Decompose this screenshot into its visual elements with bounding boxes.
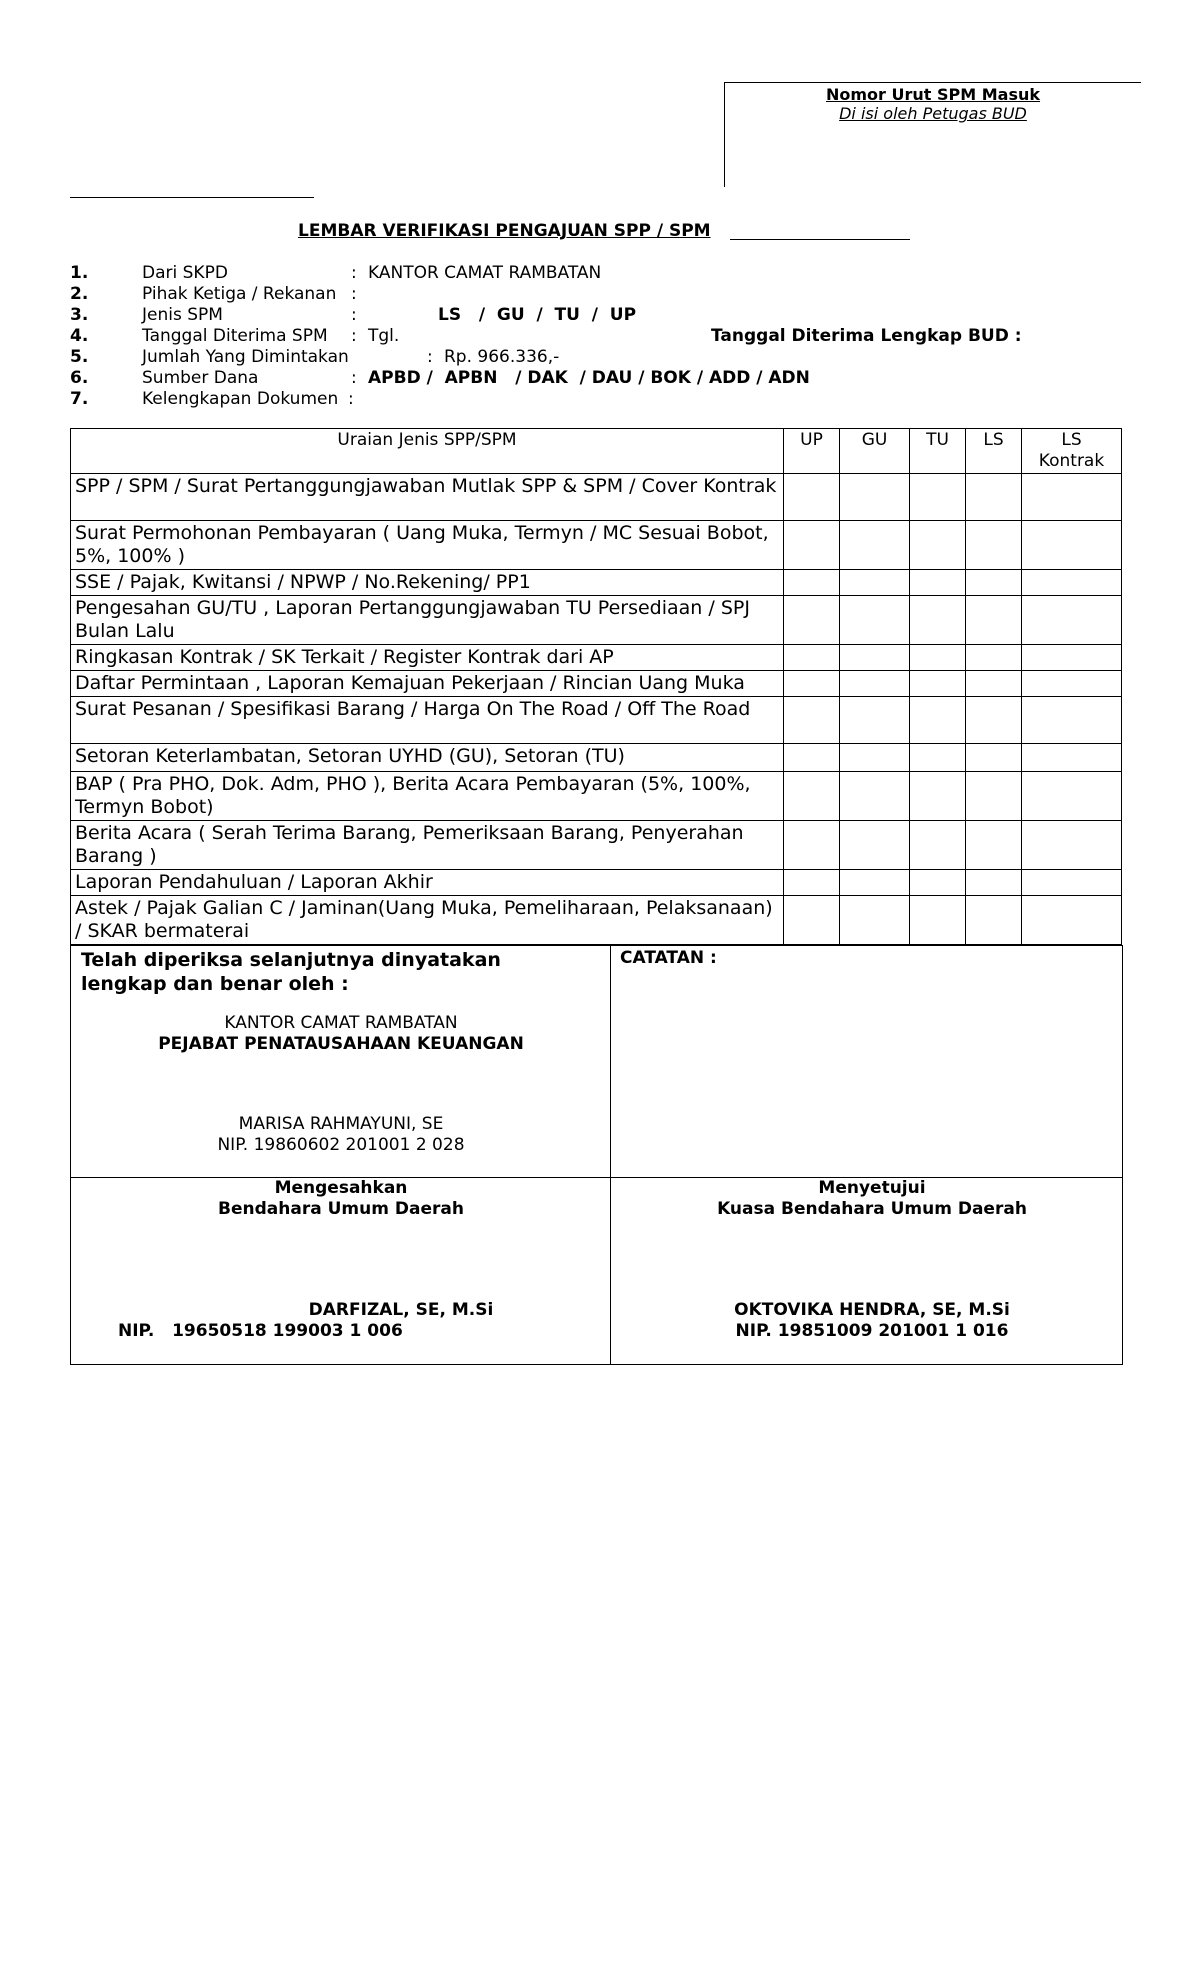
check-cell-tu[interactable] (910, 645, 966, 671)
check-cell-up[interactable] (784, 744, 840, 772)
check-cell-ls[interactable] (966, 896, 1022, 945)
info-label: Jenis SPM (142, 305, 223, 325)
info-label: Jumlah Yang Dimintakan (142, 347, 349, 367)
header-tu: TU (910, 429, 966, 474)
check-cell-ls[interactable] (966, 870, 1022, 896)
header-gu: GU (840, 429, 910, 474)
check-cell-gu[interactable] (840, 570, 910, 596)
info-label: Pihak Ketiga / Rekanan (142, 284, 337, 304)
ratified-heading: Mengesahkan (274, 1178, 408, 1198)
check-cell-ls[interactable] (966, 596, 1022, 645)
info-label: Tanggal Diterima SPM (142, 326, 328, 346)
info-label: Kelengkapan Dokumen (142, 389, 339, 409)
approved-cell (611, 1178, 1123, 1365)
ratified-position: Bendahara Umum Daerah (218, 1199, 464, 1219)
check-cell-tu[interactable] (910, 896, 966, 945)
check-cell-tu[interactable] (910, 671, 966, 697)
approved-position: Kuasa Bendahara Umum Daerah (717, 1199, 1027, 1219)
check-cell-gu[interactable] (840, 870, 910, 896)
info-num: 6. (70, 368, 89, 388)
check-cell-up[interactable] (784, 474, 840, 521)
info-num: 2. (70, 284, 89, 304)
check-cell-ls-kontrak[interactable] (1022, 521, 1122, 570)
check-cell-tu[interactable] (910, 772, 966, 821)
verification-table (70, 428, 1122, 945)
check-cell-ls-kontrak[interactable] (1022, 596, 1122, 645)
row-description: SPP / SPM / Surat Pertanggungjawaban Mutlak SPP & SPM / Cover Kontrak (71, 474, 784, 521)
check-cell-ls[interactable] (966, 671, 1022, 697)
info-list (0, 263, 1200, 413)
info-colon: : (348, 389, 354, 409)
table-row (71, 671, 1122, 697)
info-label: Dari SKPD (142, 263, 228, 283)
table-row (71, 870, 1122, 896)
check-cell-gu[interactable] (840, 896, 910, 945)
row-description: SSE / Pajak, Kwitansi / NPWP / No.Rekening/ PP1 (71, 570, 784, 596)
row-description: Surat Permohonan Pembayaran ( Uang Muka, Termyn / MC Sesuai Bobot, 5%, 100% ) (71, 521, 784, 570)
table-header-row (71, 429, 1122, 474)
row-description: Ringkasan Kontrak / SK Terkait / Register Kontrak dari AP (71, 645, 784, 671)
table-row (71, 570, 1122, 596)
info-num: 5. (70, 347, 89, 367)
check-cell-gu[interactable] (840, 645, 910, 671)
check-cell-up[interactable] (784, 570, 840, 596)
notes-cell[interactable] (611, 946, 1123, 1178)
document-title: LEMBAR VERIFIKASI PENGAJUAN SPP / SPM (298, 221, 711, 241)
check-cell-gu[interactable] (840, 744, 910, 772)
check-cell-up[interactable] (784, 645, 840, 671)
ratified-nip: NIP. 19650518 199003 1 006 (118, 1321, 403, 1341)
check-cell-tu[interactable] (910, 521, 966, 570)
bud-received-label: Tanggal Diterima Lengkap BUD : (711, 326, 1022, 346)
row-description: BAP ( Pra PHO, Dok. Adm, PHO ), Berita Acara Pembayaran (5%, 100%, Termyn Bobot) (71, 772, 784, 821)
check-cell-gu[interactable] (840, 772, 910, 821)
check-cell-ls-kontrak[interactable] (1022, 645, 1122, 671)
check-cell-up[interactable] (784, 596, 840, 645)
check-cell-ls[interactable] (966, 744, 1022, 772)
table-row (71, 645, 1122, 671)
checked-nip: NIP. 19860602 201001 2 028 (217, 1135, 465, 1155)
info-num: 3. (70, 305, 89, 325)
check-cell-ls-kontrak[interactable] (1022, 744, 1122, 772)
info-value-jumlah: Rp. 966.336,- (444, 347, 560, 367)
check-cell-ls[interactable] (966, 521, 1022, 570)
info-colon: : (351, 368, 357, 388)
check-cell-ls[interactable] (966, 821, 1022, 870)
check-cell-tu[interactable] (910, 870, 966, 896)
spm-number-box (724, 82, 1141, 187)
info-value-tanggal: Tgl. (368, 326, 400, 346)
check-cell-ls-kontrak[interactable] (1022, 772, 1122, 821)
check-cell-tu[interactable] (910, 821, 966, 870)
info-colon: : (351, 263, 357, 283)
check-cell-ls-kontrak[interactable] (1022, 896, 1122, 945)
check-cell-ls-kontrak[interactable] (1022, 474, 1122, 521)
check-cell-ls[interactable] (966, 474, 1022, 521)
header-up: UP (784, 429, 840, 474)
checked-statement: Telah diperiksa selanjutnya dinyatakan lengkap dan benar oleh : (81, 949, 501, 995)
checked-position: PEJABAT PENATAUSAHAAN KEUANGAN (158, 1034, 524, 1054)
info-num: 7. (70, 389, 89, 409)
check-cell-ls-kontrak[interactable] (1022, 821, 1122, 870)
check-cell-up[interactable] (784, 821, 840, 870)
check-cell-ls-kontrak[interactable] (1022, 870, 1122, 896)
check-cell-tu[interactable] (910, 596, 966, 645)
approved-name: OKTOVIKA HENDRA, SE, M.Si (734, 1300, 1010, 1320)
row-description: Astek / Pajak Galian C / Jaminan(Uang Muka, Pemeliharaan, Pelaksanaan) / SKAR bermaterai (71, 896, 784, 945)
info-colon: : (351, 326, 357, 346)
approved-heading: Menyetujui (818, 1178, 926, 1198)
row-description: Laporan Pendahuluan / Laporan Akhir (71, 870, 784, 896)
check-cell-ls[interactable] (966, 645, 1022, 671)
info-value-sumber-dana: APBD / APBN / DAK / DAU / BOK / ADD / ADN (368, 368, 810, 388)
info-num: 4. (70, 326, 89, 346)
check-cell-up[interactable] (784, 671, 840, 697)
check-cell-ls-kontrak[interactable] (1022, 697, 1122, 744)
table-row (71, 821, 1122, 870)
check-cell-gu[interactable] (840, 821, 910, 870)
check-cell-ls-kontrak[interactable] (1022, 671, 1122, 697)
top-left-rule (70, 197, 314, 198)
notes-label: CATATAN : (620, 948, 717, 968)
row-description: Surat Pesanan / Spesifikasi Barang / Harga On The Road / Off The Road (71, 697, 784, 744)
table-row (71, 896, 1122, 945)
check-cell-gu[interactable] (840, 521, 910, 570)
info-label: Sumber Dana (142, 368, 259, 388)
check-cell-ls[interactable] (966, 772, 1022, 821)
info-colon: : (427, 347, 433, 367)
table-row (71, 697, 1122, 744)
info-value-skpd: KANTOR CAMAT RAMBATAN (368, 263, 602, 283)
check-cell-up[interactable] (784, 697, 840, 744)
approved-nip: NIP. 19851009 201001 1 016 (735, 1321, 1009, 1341)
check-cell-tu[interactable] (910, 697, 966, 744)
check-cell-up[interactable] (784, 521, 840, 570)
check-cell-gu[interactable] (840, 596, 910, 645)
signature-table (70, 945, 1123, 1365)
check-cell-up[interactable] (784, 870, 840, 896)
table-row (71, 596, 1122, 645)
table-row (71, 474, 1122, 521)
ratified-cell (71, 1178, 611, 1365)
row-description: Setoran Keterlambatan, Setoran UYHD (GU), Setoran (TU) (71, 744, 784, 772)
checked-name: MARISA RAHMAYUNI, SE (238, 1114, 444, 1134)
check-cell-tu[interactable] (910, 474, 966, 521)
table-row (71, 772, 1122, 821)
info-value-jenis-spm: LS / GU / TU / UP (438, 305, 637, 325)
header-ls-kontrak: LS Kontrak (1022, 429, 1122, 474)
table-row (71, 744, 1122, 772)
signature-row-bottom (71, 1178, 1123, 1365)
checked-by-cell (71, 946, 611, 1178)
info-colon: : (351, 284, 357, 304)
check-cell-gu[interactable] (840, 697, 910, 744)
check-cell-up[interactable] (784, 896, 840, 945)
signature-row-top (71, 946, 1123, 1178)
spm-number-subtitle: Di isi oleh Petugas BUD (839, 104, 1027, 123)
table-row (71, 521, 1122, 570)
check-cell-ls[interactable] (966, 697, 1022, 744)
row-description: Pengesahan GU/TU , Laporan Pertanggungjawaban TU Persediaan / SPJ Bulan Lalu (71, 596, 784, 645)
info-colon: : (351, 305, 357, 325)
header-ls: LS (966, 429, 1022, 474)
row-description: Berita Acara ( Serah Terima Barang, Pemeriksaan Barang, Penyerahan Barang ) (71, 821, 784, 870)
spm-number-title: Nomor Urut SPM Masuk (825, 85, 1040, 104)
check-cell-tu[interactable] (910, 744, 966, 772)
check-cell-gu[interactable] (840, 474, 910, 521)
title-underline-extension (730, 239, 910, 240)
check-cell-tu[interactable] (910, 570, 966, 596)
row-description: Daftar Permintaan , Laporan Kemajuan Pekerjaan / Rincian Uang Muka (71, 671, 784, 697)
check-cell-ls-kontrak[interactable] (1022, 570, 1122, 596)
ratified-name: DARFIZAL, SE, M.Si (308, 1300, 494, 1320)
check-cell-up[interactable] (784, 772, 840, 821)
info-num: 1. (70, 263, 89, 283)
check-cell-ls[interactable] (966, 570, 1022, 596)
header-uraian: Uraian Jenis SPP/SPM (71, 429, 784, 474)
checked-office: KANTOR CAMAT RAMBATAN (224, 1013, 458, 1033)
check-cell-gu[interactable] (840, 671, 910, 697)
